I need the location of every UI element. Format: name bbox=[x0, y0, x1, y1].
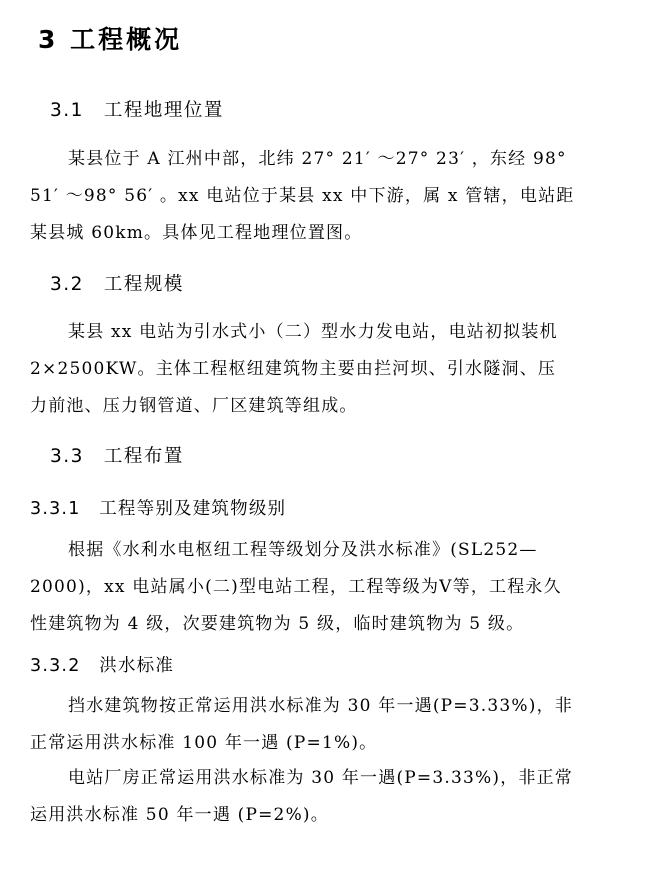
section-heading-3-2: 3.2 工程规模 bbox=[50, 274, 184, 295]
paragraph-line: 某县城 60km。具体见工程地理位置图。 bbox=[30, 223, 363, 243]
subsection-heading-3-3-2: 3.3.2 洪水标准 bbox=[30, 656, 175, 676]
section-3-2-paragraph bbox=[30, 314, 635, 425]
subsection-3-3-1-paragraph bbox=[30, 532, 635, 643]
paragraph-line: 运用洪水标准 50 年一遇 (P=2%)。 bbox=[30, 805, 329, 825]
paragraph-line: 力前池、压力钢管道、厂区建筑等组成。 bbox=[30, 396, 358, 416]
paragraph-line: 51′ ～98° 56′ 。xx 电站位于某县 xx 中下游，属 x 管辖，电站距 bbox=[30, 186, 575, 206]
subsection-3-3-2-paragraph-2 bbox=[30, 760, 635, 834]
section-heading-3-1: 3.1 工程地理位置 bbox=[50, 100, 224, 121]
section-3-1-paragraph bbox=[30, 141, 635, 252]
subsection-heading-3-3-1: 3.3.1 工程等别及建筑物级别 bbox=[30, 499, 287, 519]
paragraph-line: 2000)，xx 电站属小(二)型电站工程，工程等级为Ⅴ等，工程永久 bbox=[30, 577, 562, 597]
subsection-3-3-2-paragraph-1 bbox=[30, 688, 635, 762]
paragraph-line: 2×2500KW。主体工程枢纽建筑物主要由拦河坝、引水隧洞、压 bbox=[30, 359, 557, 379]
paragraph-line: 正常运用洪水标准 100 年一遇 (P=1%)。 bbox=[30, 733, 378, 753]
paragraph-line: 性建筑物为 4 级，次要建筑物为 5 级，临时建筑物为 5 级。 bbox=[30, 614, 525, 634]
paragraph-line: 根据《水利水电枢纽工程等级划分及洪水标准》(SL252— bbox=[68, 540, 538, 560]
paragraph-line: 挡水建筑物按正常运用洪水标准为 30 年一遇(P=3.33%)，非 bbox=[68, 696, 573, 716]
paragraph-line: 电站厂房正常运用洪水标准为 30 年一遇(P=3.33%)，非正常 bbox=[68, 768, 573, 788]
section-heading-3-3: 3.3 工程布置 bbox=[50, 446, 184, 467]
chapter-title: 3 工程概况 bbox=[38, 25, 183, 54]
paragraph-line: 某县 xx 电站为引水式小（二）型水力发电站，电站初拟装机 bbox=[68, 322, 558, 342]
paragraph-line: 某县位于 A 江州中部，北纬 27° 21′ ～27° 23′ ，东经 98° bbox=[68, 149, 567, 169]
